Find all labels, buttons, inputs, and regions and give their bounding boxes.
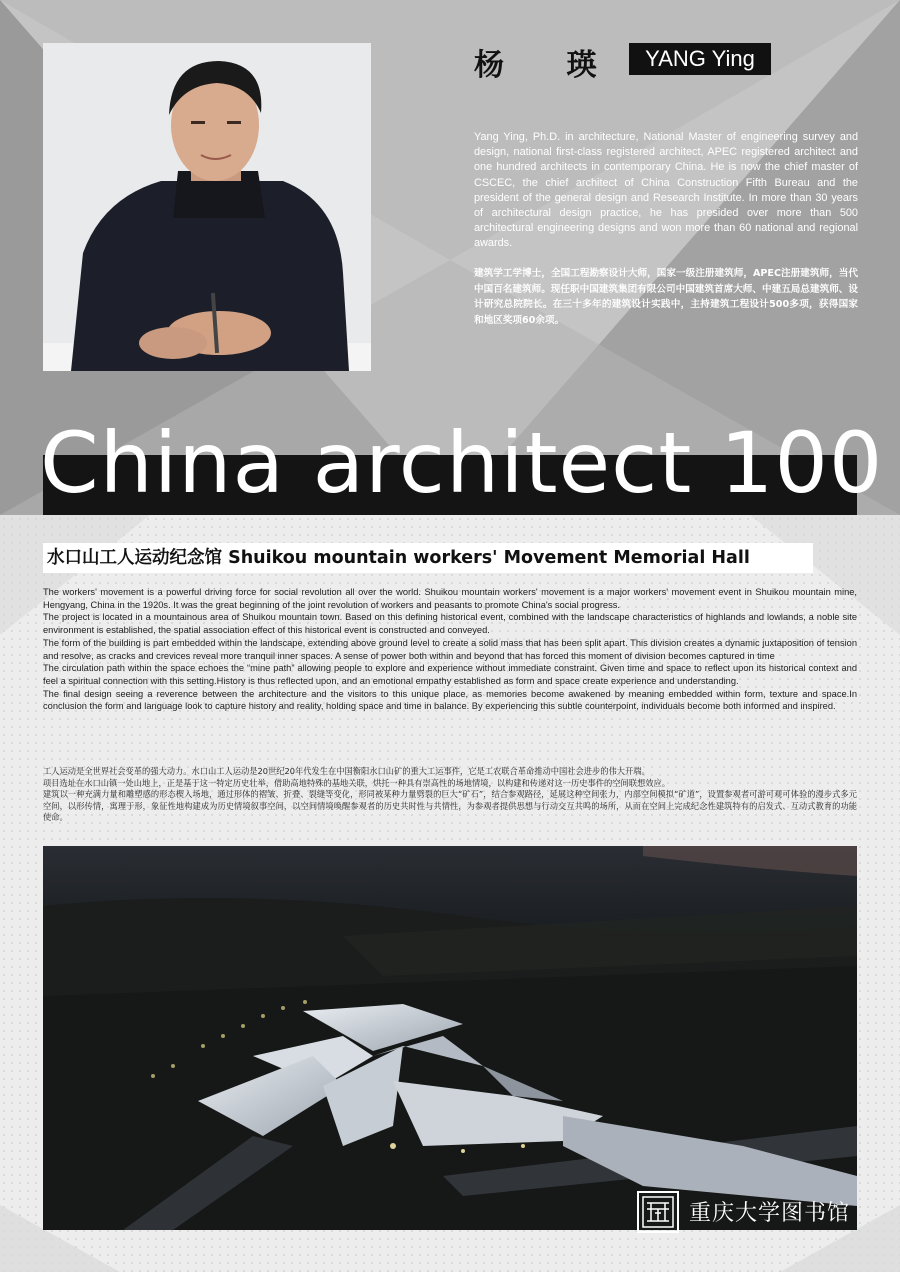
project-title: 水口山工人运动纪念馆 Shuikou mountain workers' Movement Memorial Hall — [43, 543, 813, 573]
description-paragraph: 建筑以一种充满力量和雕塑感的形态楔入场地，通过形体的褶皱、折叠、裂缝等变化，形同被某种力量劈裂的巨大“矿石”，结合参观路径，延展这种空间张力，内部空间模拟“矿道”，设置参观者可游可观可体验的漫步式多元空间，以形传情，寓理于形，象征性地构建成为历史情境叙事空间，以空间情境唤醒参观者的历史共时性与共情性，为参观者提供思想与行动交互共鸣的场所，从而在空间上完成纪念性建筑特有的启发式、互动式教育的功能使命。 — [43, 789, 857, 823]
library-name: 重庆大学图书馆 — [689, 1201, 851, 1226]
building-aerial-photo — [43, 846, 857, 1230]
architect-bio-chinese: 建筑学工学博士，全国工程勘察设计大师，国家一级注册建筑师，APEC注册建筑师，当代中国百名建筑师。现任职中国建筑集团有限公司中国建筑首席大师、中建五局总建筑师、设计研究总院院长。在三十多年的建筑设计实践中，主持建筑工程设计500多项，获得国家和地区奖项60余项。 — [474, 268, 858, 326]
library-logo-icon — [637, 1191, 679, 1233]
description-paragraph: The workers' movement is a powerful driving force for social revolution all over the world. Shuikou mountain workers' movement is a major workers' movement event in Shuikou mountain mine, Hengyang, China in the 1920s. It was the great beginning of the joint revolution of workers and peasants to promote China's social progress. — [43, 587, 857, 610]
project-description-chinese — [43, 766, 857, 824]
page-title: China architect 100 — [40, 414, 884, 512]
description-paragraph: 工人运动是全世界社会变革的强大动力。水口山工人运动是20世纪20年代发生在中国衡阳水口山矿的重大工运事件，它是工农联合革命推动中国社会进步的伟大开端。 — [43, 766, 650, 776]
architect-bio-english: Yang Ying, Ph.D. in architecture, National Master of engineering survey and design, national first-class registered architect, APEC registered architect and one hundred architects in contemporary China. He is now the chief master of CSCEC, the chief architect of China Construction Fifth Bureau and the president of the general design and Research Institute. In more than 30 years of architectural design practice, he has presided over more than 500 architectural engineering designs and won more than 60 national and regional awards. — [474, 131, 858, 250]
architect-name-chinese: 杨 瑛 — [474, 48, 623, 83]
architect-portrait — [43, 43, 371, 371]
description-paragraph: The form of the building is part embedded within the landscape, extending above ground level to create a solid mass that has been split apart. This division creates a dynamic juxtaposition of tension and resolve, as cracks and crevices reveal more tranquil inner spaces. A sense of power both within and beyond that has forced this moment of division becomes captured in time — [43, 637, 857, 661]
architect-name-english: YANG Ying — [629, 43, 771, 75]
project-description-english — [43, 586, 857, 713]
description-paragraph: 项目选址在水口山镇一处山地上，正是基于这一特定历史壮举，借助高地特殊的基地关联，烘托一种具有崇高性的场地情境，以构建和传递对这一历史事件的空间联想效应。 — [43, 777, 670, 788]
description-paragraph: The final design seeing a reverence between the architecture and the visitors to this unique place, as memories become awakened by meaning embedded within form, texture and space.In conclusion the form and language look to capture history and reality, holding space and time in balance. By experiencing this subtle counterpoint, individuals become both informed and inspired. — [43, 688, 857, 712]
description-paragraph: The circulation path within the space echoes the “mine path” allowing people to explore and experience without immediate constraint. Given time and space to reflect upon its historical context and feel a spiritual connection with this setting.History is thus reflected upon, and an emotional empathy established as form and space create experience and understanding. — [43, 663, 857, 686]
description-paragraph: The project is located in a mountainous area of Shuikou mountain town. Based on this defining historical event, combined with the landscape characteristics of highlands and lowlands, a noble site environment is established, the spatial association effect of this historical event is constructed and conveyed. — [43, 612, 857, 636]
